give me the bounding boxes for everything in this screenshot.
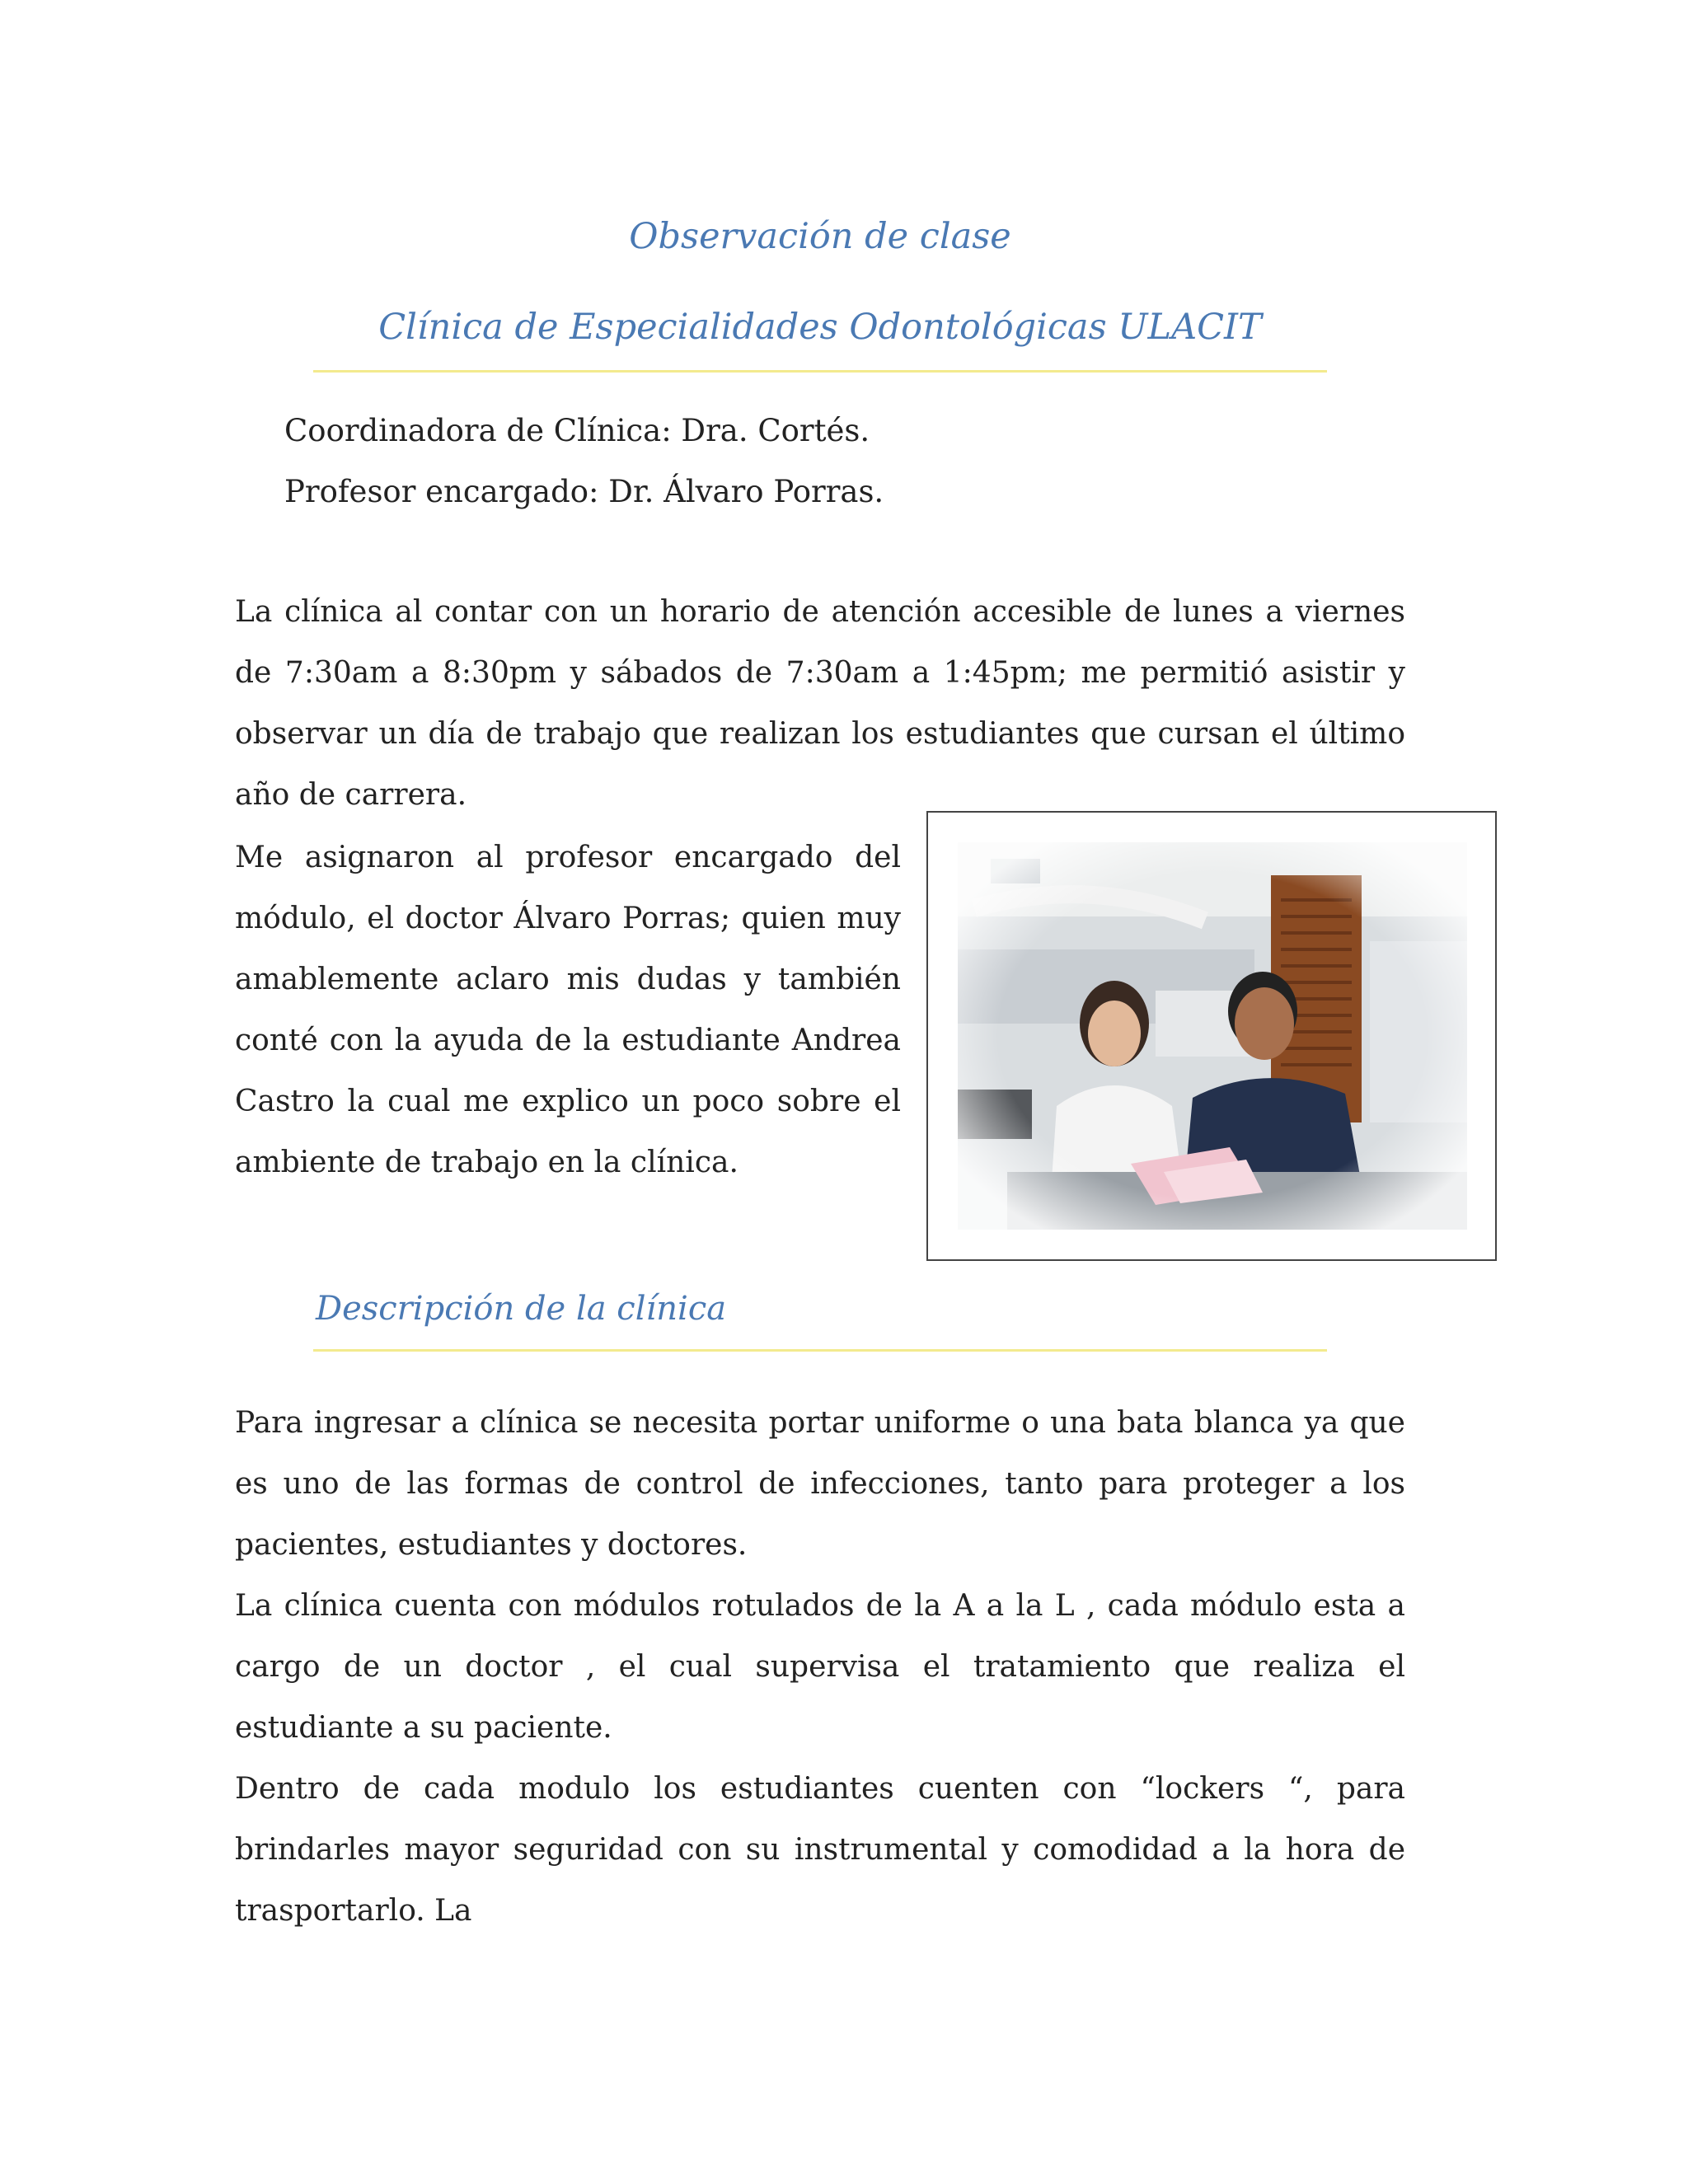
section-divider	[313, 1349, 1327, 1352]
lockers-paragraph: Dentro de cada modulo los estudiantes cuenten con “lockers “, para brindarles mayor seguridad con su instrumental y comodidad a la hora de trasportarlo. La	[235, 1772, 1405, 1928]
professor-line: Profesor encargado: Dr. Álvaro Porras.	[284, 474, 884, 509]
document-subtitle: Clínica de Especialidades Odontológicas ULACIT	[378, 307, 1262, 348]
assignment-paragraph: Me asignaron al profesor encargado del módulo, el doctor Álvaro Porras; quien muy amablemente aclaro mis dudas y también conté con la ayuda de la estudiante Andrea Castro la cual me explico un poco sobre el ambiente de trabajo en la clínica.	[235, 841, 901, 1179]
modules-paragraph: La clínica cuenta con módulos rotulados de la A a la L , cada módulo esta a cargo de un doctor , el cual supervisa el tratamiento que realiza el estudiante a su paciente.	[235, 1589, 1405, 1745]
subtitle-divider	[313, 370, 1327, 373]
clinic-photo	[926, 811, 1497, 1261]
uniform-paragraph: Para ingresar a clínica se necesita portar uniforme o una bata blanca ya que es uno de las formas de control de infecciones, tanto para proteger a los pacientes, estudiantes y doctores.	[235, 1406, 1405, 1562]
document-title: Observación de clase	[629, 216, 1011, 257]
coordinator-line: Coordinadora de Clínica: Dra. Cortés.	[284, 413, 870, 448]
clinic-photo-image	[958, 842, 1467, 1230]
intro-paragraph: La clínica al contar con un horario de atención accesible de lunes a viernes de 7:30am a 8:30pm y sábados de 7:30am a 1:45pm; me permitió asistir y observar un día de trabajo que realizan los estudiantes que cursan el último año de carrera.	[235, 595, 1405, 812]
section-title: Descripción de la clínica	[316, 1290, 727, 1328]
